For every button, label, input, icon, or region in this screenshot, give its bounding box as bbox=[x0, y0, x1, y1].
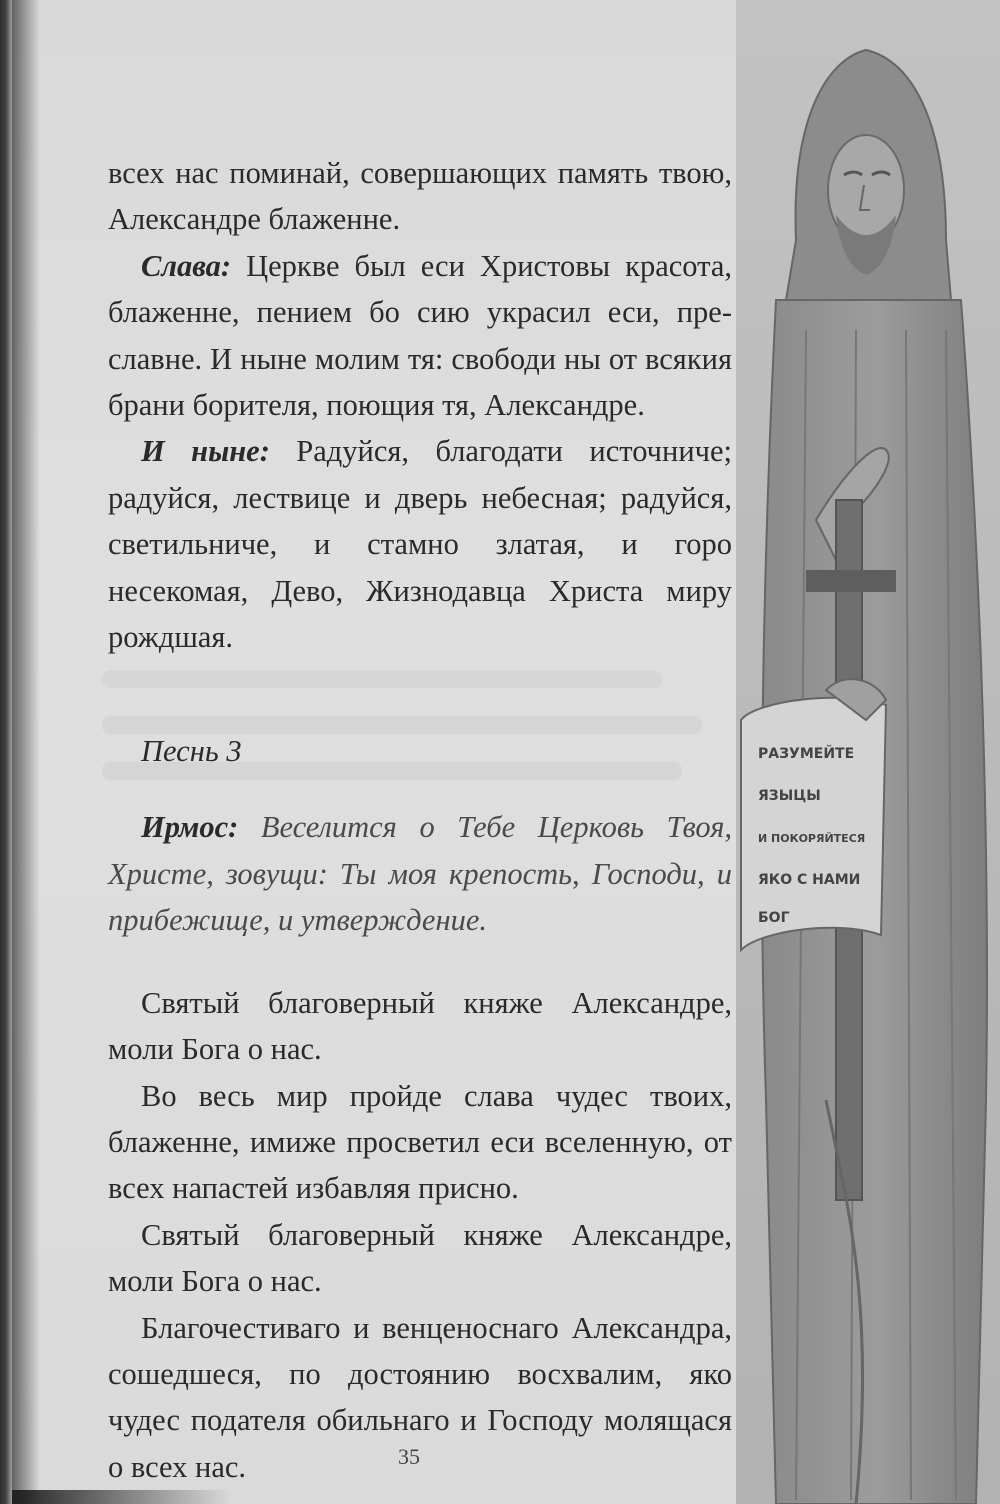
paragraph-slava bbox=[108, 243, 732, 429]
troparion-paragraph: Во весь мир пройде слава чудес твоих, блаженне, имиже просветил еси вселенную, от всех напастей избавляя присно. bbox=[108, 1078, 732, 1206]
saint-icon-illustration bbox=[736, 0, 1000, 1504]
paragraph-i-nyne bbox=[108, 428, 732, 660]
paragraph-lead: Слава: bbox=[141, 248, 232, 283]
scroll-line: ЯЗЫЦЫ bbox=[758, 788, 821, 804]
page-number: 35 bbox=[398, 1444, 420, 1469]
scroll-line: И ПОКОРЯЙТЕСЯ bbox=[758, 832, 866, 845]
troparion-paragraph: Благочестиваго и венценоснаго Александра, сошедшеся, по достоянию восхвалим, яко чудес подателя обильнаго и Господу молящася о всех нас. bbox=[108, 1310, 732, 1484]
spine-shadow bbox=[12, 0, 40, 1504]
paragraph-body: Церкве был еси Христовы красота, блаженне, пением бо сию украсил еси, преславне. И ныне молим тя: свободи ны от всякия брани борителя, поющия тя, Александре. bbox=[108, 248, 732, 423]
song-title: Песнь 3 bbox=[141, 734, 242, 769]
paragraph-body: всех нас поминай, совершающих память твою, Александре блаженне. bbox=[108, 156, 732, 237]
paragraph-1 bbox=[108, 150, 732, 243]
irmos bbox=[108, 804, 732, 943]
scroll-line: ЯКО С НАМИ bbox=[758, 872, 861, 888]
saint-figure-icon bbox=[736, 0, 1000, 1504]
page-text bbox=[108, 150, 732, 1490]
book-page bbox=[12, 0, 738, 1504]
corner-shadow bbox=[12, 1490, 232, 1504]
refrain-paragraph: Святый благоверный княже Александре, моли Бога о нас. bbox=[108, 1217, 732, 1299]
irmos-body: Веселится о Тебе Церковь Твоя, Христе, зовущи: Ты моя крепость, Господи, и прибежище, и утверждение. bbox=[108, 810, 732, 938]
paragraph-body: Радуйся, благодати источниче; радуйся, лествице и дверь небесная; радуйся, светильниче, и стамно златая, и горо несекомая, Дево, Жизнодавца Христа миру рождшая. bbox=[108, 434, 732, 655]
refrain-paragraph: Святый благоверный княже Александре, моли Бога о нас. bbox=[108, 985, 732, 1067]
paragraph-lead: И ныне: bbox=[141, 434, 270, 469]
scroll-line: БОГ bbox=[758, 910, 790, 926]
irmos-lead: Ирмос: bbox=[141, 810, 239, 845]
scroll-line: РАЗУМЕЙТЕ bbox=[758, 746, 855, 762]
